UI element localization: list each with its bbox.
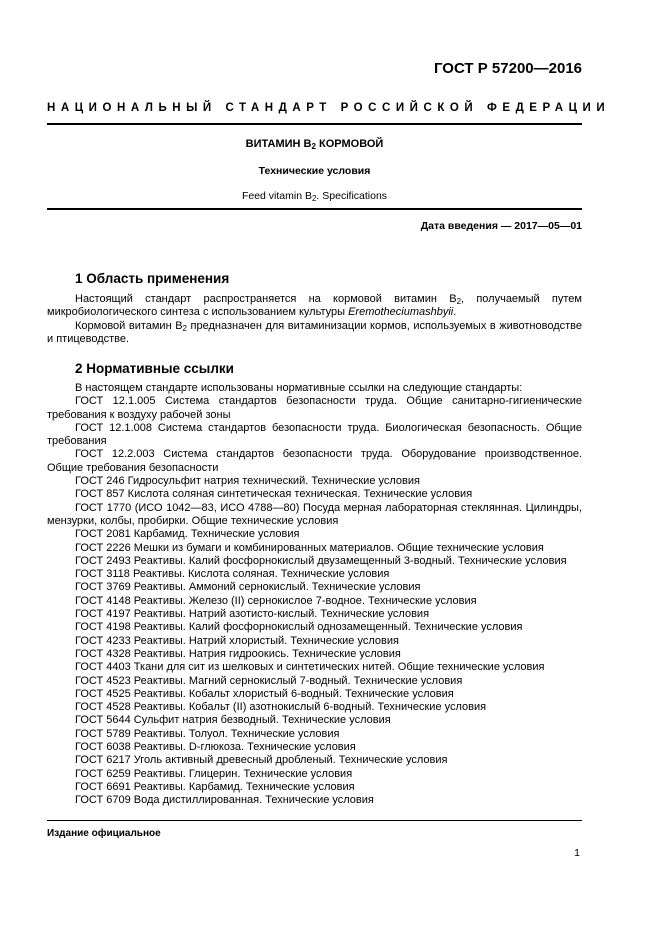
footer-divider: [47, 820, 582, 821]
gost-number: ГОСТ Р 57200—2016: [433, 60, 582, 77]
reference-item: ГОСТ 2226 Мешки из бумаги и комбинированных материалов. Общие технические условия: [75, 541, 544, 554]
national-standard-banner: НАЦИОНАЛЬНЫЙ СТАНДАРТ РОССИЙСКОЙ ФЕДЕРАЦИИ: [47, 102, 611, 114]
title-divider: [47, 208, 582, 210]
section-2-heading: 2 Нормативные ссылки: [75, 361, 234, 376]
reference-item: ГОСТ 4197 Реактивы. Натрий азотисто-кислый. Технические условия: [75, 608, 430, 621]
reference-item: ГОСТ 4525 Реактивы. Кобальт хлористый 6-водный. Технические условия: [75, 687, 454, 700]
reference-item: ГОСТ 6217 Уголь активный древесный дробленый. Технические условия: [75, 754, 448, 767]
reference-item: ГОСТ 1770 (ИСО 1042—83, ИСО 4788—80) Посуда мерная лабораторная стеклянная. Цилиндры, мензурки, колбы, пробирки. Общие технические условия: [47, 501, 582, 527]
section-1-heading: 1 Область применения: [75, 271, 230, 286]
reference-item: В настоящем стандарте использованы нормативные ссылки на следующие стандарты:: [75, 382, 523, 394]
reference-item: ГОСТ 6691 Реактивы. Карбамид. Технические условия: [75, 780, 355, 793]
reference-item: ГОСТ 12.2.003 Система стандартов безопасности труда. Оборудование производственное. Общие требования безопасности: [47, 448, 582, 474]
introduction-date: Дата введения — 2017—05—01: [420, 220, 582, 232]
reference-item: ГОСТ 6709 Вода дистиллированная. Технические условия: [75, 794, 374, 807]
references-list: [47, 382, 582, 808]
document-subtitle: Технические условия: [258, 165, 371, 177]
reference-item: ГОСТ 5644 Сульфит натрия безводный. Технические условия: [75, 714, 391, 727]
document-title: ВИТАМИН $В_2$ КОРМОВОЙ: [245, 138, 384, 151]
english-title: Feed vitamin $B_2$. Specifications: [241, 190, 388, 203]
section-1-paragraph-2: Кормовой витамин $В_2$ предназначен для витаминизации кормов, используемых в животноводстве и птицеводстве.: [47, 319, 582, 345]
reference-item: ГОСТ 4233 Реактивы. Натрий хлористый. Технические условия: [75, 634, 399, 647]
reference-item: ГОСТ 4328 Реактивы. Натрия гидроокись. Технические условия: [75, 647, 401, 660]
reference-item: ГОСТ 4403 Ткани для сит из шелковых и синтетических нитей. Общие технические условия: [75, 661, 545, 674]
reference-item: ГОСТ 12.1.005 Система стандартов безопасности труда. Общие санитарно-гигиенические требования к воздуху рабочей зоны: [47, 395, 582, 421]
reference-item: ГОСТ 3769 Реактивы. Аммоний сернокислый. Технические условия: [75, 581, 421, 594]
reference-item: ГОСТ 4148 Реактивы. Железо (II) сернокислое 7-водное. Технические условия: [75, 594, 477, 607]
top-divider: [47, 123, 582, 125]
reference-item: ГОСТ 3118 Реактивы. Кислота соляная. Технические условия: [75, 568, 390, 581]
section-1-body: [47, 293, 582, 346]
reference-item: ГОСТ 6038 Реактивы. D-глюкоза. Технические условия: [75, 741, 356, 754]
reference-item: ГОСТ 6259 Реактивы. Глицерин. Технические условия: [75, 767, 353, 780]
reference-item: ГОСТ 4198 Реактивы. Калий фосфорнокислый однозамещенный. Технические условия: [75, 621, 523, 634]
reference-item: ГОСТ 2493 Реактивы. Калий фосфорнокислый двузамещенный 3-водный. Технические условия: [75, 554, 567, 567]
reference-item: ГОСТ 246 Гидросульфит натрия технический. Технические условия: [75, 475, 420, 488]
official-edition-label: Издание официальное: [47, 828, 161, 839]
reference-item: ГОСТ 5789 Реактивы. Толуол. Технические условия: [75, 727, 340, 740]
page-number: 1: [574, 847, 580, 859]
section-1-paragraph-1: Настоящий стандарт распространяется на кормовой витамин $В_2$, получаемый путем микробиологического синтеза с использованием культуры Eremotheciumashbyii.: [47, 293, 582, 319]
reference-item: ГОСТ 4528 Реактивы. Кобальт (II) азотнокислый 6-водный. Технические условия: [75, 701, 487, 714]
reference-item: ГОСТ 2081 Карбамид. Технические условия: [75, 528, 300, 541]
reference-item: ГОСТ 12.1.008 Система стандартов безопасности труда. Биологическая безопасность. Общие требования: [47, 421, 582, 448]
reference-item: ГОСТ 4523 Реактивы. Магний сернокислый 7-водный. Технические условия: [75, 674, 463, 687]
reference-item: ГОСТ 857 Кислота соляная синтетическая техническая. Технические условия: [75, 488, 473, 501]
